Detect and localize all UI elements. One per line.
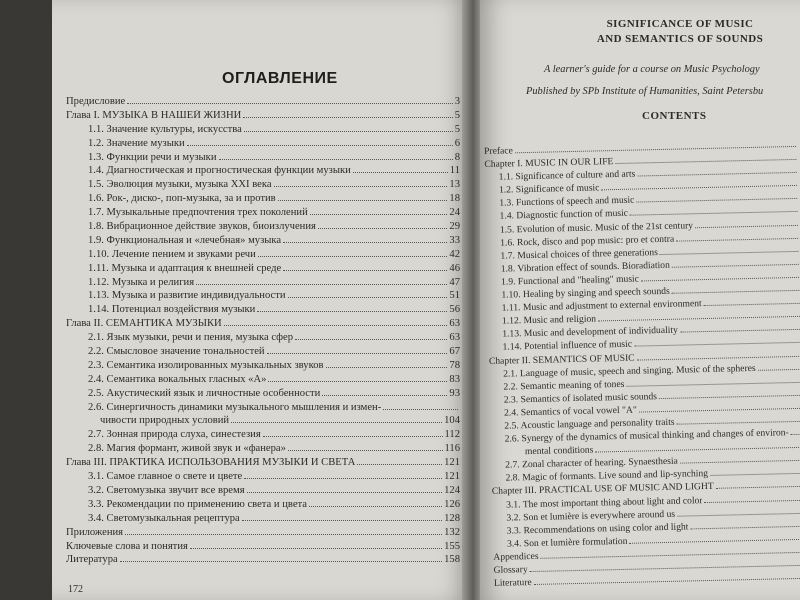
toc-entry-title: 2.8. Magic of formants. Live sound and lip-synching bbox=[505, 468, 709, 484]
toc-entry-title: 2.2. Смысловое значение тональностей bbox=[88, 346, 265, 358]
dot-leader bbox=[283, 270, 447, 271]
toc-entry bbox=[66, 179, 460, 193]
toc-entry-title: Preface bbox=[484, 145, 514, 157]
toc-entry-title: 2.6. Синергичность динамики музыкального мышления и измен- bbox=[88, 401, 382, 413]
toc-entry bbox=[66, 124, 460, 138]
dot-leader bbox=[758, 368, 800, 370]
toc-entry bbox=[66, 277, 460, 291]
toc-entry-page: 47 bbox=[449, 276, 460, 288]
toc-entry-page: 18 bbox=[449, 193, 460, 205]
dot-leader bbox=[636, 198, 797, 203]
dot-leader bbox=[716, 486, 800, 489]
toc-entry-title: 1.14. Potential influence of music bbox=[502, 339, 633, 354]
dot-leader bbox=[637, 355, 800, 360]
toc-entry-title: 2.7. Zonal character of hearing. Synaesthesia bbox=[505, 455, 678, 471]
book-subtitle: A learner's guide for a course on Music Psychology bbox=[544, 64, 760, 75]
dot-leader bbox=[660, 251, 799, 255]
toc-entry-title: 1.6. Рок-, диско-, поп-музыка, за и против bbox=[88, 193, 276, 205]
toc-entry bbox=[66, 485, 460, 499]
toc-entry-page: 121 bbox=[444, 457, 460, 469]
toc-entry-title: 1.6. Rock, disco and pop music: pro et contra bbox=[500, 233, 675, 249]
toc-entry bbox=[66, 249, 460, 263]
book-title-line-1: SIGNIFICANCE OF MUSIC bbox=[606, 18, 754, 30]
toc-entry-title: Chapter III. PRACTICAL USE OF MUSIC AND LIGHT bbox=[491, 481, 714, 498]
dot-leader bbox=[637, 172, 796, 177]
toc-entry-page: 29 bbox=[449, 221, 460, 233]
toc-entry-page: 33 bbox=[449, 234, 460, 246]
toc-entry-title: 3.2. Son et lumière is everywhere around us bbox=[506, 508, 676, 524]
toc-entry-page: 132 bbox=[444, 526, 460, 538]
toc-entry bbox=[66, 388, 460, 402]
dot-leader bbox=[630, 211, 798, 216]
toc-entry-title: 1.1. Значение культуры, искусства bbox=[88, 123, 242, 135]
toc-entry bbox=[66, 443, 460, 457]
dot-leader bbox=[257, 311, 447, 312]
dot-leader bbox=[541, 552, 800, 559]
toc-entry-page: 67 bbox=[449, 346, 460, 358]
toc-entry-title: 1.4. Diagnostic function of music bbox=[499, 208, 629, 223]
dot-leader bbox=[705, 499, 800, 502]
toc-entry bbox=[66, 402, 460, 416]
dot-leader bbox=[690, 526, 800, 530]
toc-entry-title: Приложения bbox=[66, 526, 124, 538]
toc-entry-title: 1.10. Healing by singing and speech sounds bbox=[501, 285, 670, 301]
dot-leader bbox=[127, 103, 452, 104]
toc-entry-title: 2.1. Язык музыки, речи и пения, музыка сфер bbox=[88, 332, 294, 344]
toc-entry-page: 83 bbox=[449, 373, 460, 385]
dot-leader bbox=[242, 520, 442, 521]
toc-entry-title: Литература bbox=[66, 554, 118, 566]
toc-heading-ru: ОГЛАВЛЕНИЕ bbox=[222, 70, 338, 87]
toc-entry bbox=[66, 332, 460, 346]
publisher-line: Published by SPb Institute of Humanities, Saint Petersbu bbox=[526, 86, 764, 97]
toc-entry-title: 2.3. Semantics of isolated music sounds bbox=[503, 390, 658, 406]
dot-leader bbox=[190, 548, 442, 549]
page-number: 172 bbox=[68, 584, 83, 595]
toc-entry-title: 1.8. Вибрационное действие звуков, биоизлучения bbox=[88, 221, 316, 233]
dot-leader bbox=[704, 303, 800, 306]
dot-leader bbox=[601, 185, 797, 190]
toc-entry-title: Glossary bbox=[493, 564, 528, 576]
toc-entry-title: 1.4. Диагностическая и прогностическая функции музыки bbox=[88, 165, 351, 177]
dot-leader bbox=[247, 492, 443, 493]
dot-leader bbox=[224, 325, 448, 326]
toc-entry bbox=[66, 235, 460, 249]
dot-leader bbox=[309, 506, 442, 507]
toc-entry-title: Предисловие bbox=[66, 96, 126, 107]
toc-entry-page: 63 bbox=[449, 332, 460, 344]
toc-entry-title: mental conditions bbox=[524, 444, 594, 458]
dot-leader bbox=[244, 478, 442, 479]
dot-leader bbox=[626, 382, 800, 387]
toc-entry-title: Ключевые слова и понятия bbox=[66, 540, 188, 552]
toc-entry-title: 2.5. Acoustic language and personality traits bbox=[504, 416, 675, 432]
toc-entry-page: 112 bbox=[444, 429, 460, 441]
toc-entry-title: 1.8. Vibration effect of sounds. Bioradiation bbox=[500, 259, 670, 275]
dot-leader bbox=[677, 512, 800, 516]
toc-entry-page: 93 bbox=[449, 387, 460, 399]
toc-entry bbox=[66, 554, 460, 568]
toc-entry-title: 1.2. Significance of music bbox=[498, 182, 600, 196]
toc-entry-title: 3.4. Son et lumière formulation bbox=[506, 535, 628, 550]
toc-entry-title: 2.8. Магия формант, живой звук и «фанера» bbox=[88, 443, 286, 455]
dot-leader bbox=[288, 297, 448, 298]
toc-entry-page: 56 bbox=[449, 304, 460, 316]
dot-leader bbox=[243, 117, 452, 118]
toc-entry-title: Chapter I. MUSIC IN OUR LIFE bbox=[484, 156, 614, 171]
toc-entry bbox=[66, 110, 460, 124]
toc-entry bbox=[66, 360, 460, 374]
dot-leader bbox=[274, 186, 448, 187]
dot-leader bbox=[680, 460, 800, 464]
toc-entry-page: 13 bbox=[449, 179, 460, 191]
toc-entry-title: 3.1. Самое главное о свете и цвете bbox=[88, 471, 243, 483]
toc-entry bbox=[66, 527, 460, 541]
dot-leader bbox=[353, 172, 448, 173]
toc-entry-title: 1.7. Музыкальные предпочтения трех поколений bbox=[88, 207, 308, 219]
toc-entry-title: 1.5. Эволюция музыки, музыка XXI века bbox=[88, 179, 272, 191]
dot-leader bbox=[659, 395, 800, 399]
toc-entry-title: 1.14. Потенциал воздействия музыки bbox=[88, 304, 256, 316]
toc-entry-page: 116 bbox=[444, 443, 460, 455]
toc-entry bbox=[66, 471, 460, 485]
toc-entry-page: 126 bbox=[444, 498, 460, 510]
dot-leader bbox=[283, 242, 447, 243]
toc-entry-page: 121 bbox=[444, 471, 460, 483]
toc-entry-page: 42 bbox=[449, 248, 460, 260]
toc-entry-page: 78 bbox=[449, 359, 460, 371]
toc-entry bbox=[66, 193, 460, 207]
dot-leader bbox=[326, 367, 448, 368]
dot-leader bbox=[677, 421, 800, 425]
toc-entry-title: Глава III. ПРАКТИКА ИСПОЛЬЗОВАНИЯ МУЗЫКИ И СВЕТА bbox=[66, 457, 356, 469]
toc-entry-page: 51 bbox=[449, 290, 460, 302]
toc-entry-title: 2.2. Semantic meaning of tones bbox=[503, 378, 625, 393]
toc-entry bbox=[66, 318, 460, 332]
toc-entry-page: 3 bbox=[454, 96, 460, 107]
dot-leader bbox=[267, 353, 448, 354]
dot-leader bbox=[244, 131, 453, 132]
toc-entry-page: 124 bbox=[444, 484, 460, 496]
dot-leader bbox=[676, 238, 798, 242]
toc-entry-title: 1.9. Функциональная и «лечебная» музыка bbox=[88, 234, 282, 246]
toc-entry-title: Chapter II. SEMANTICS OF MUSIC bbox=[488, 352, 635, 367]
dot-leader bbox=[318, 228, 448, 229]
toc-entry-title: Глава II. СЕМАНТИКА МУЗЫКИ bbox=[66, 318, 222, 330]
dot-leader bbox=[278, 200, 448, 201]
toc-entry-page: 46 bbox=[449, 262, 460, 274]
toc-heading-en: CONTENTS bbox=[642, 110, 707, 122]
dot-leader bbox=[672, 290, 800, 294]
toc-entry-page: 158 bbox=[444, 554, 460, 566]
toc-entry-title: 1.11. Музыка и адаптация к внешней среде bbox=[88, 262, 282, 274]
toc-list-en bbox=[484, 139, 800, 591]
dot-leader bbox=[268, 381, 447, 382]
toc-entry bbox=[66, 165, 460, 179]
left-page bbox=[52, 0, 470, 600]
toc-entry-page: 128 bbox=[444, 512, 460, 524]
dot-leader bbox=[629, 539, 800, 544]
toc-entry-title: 3.4. Светомузыкальная рецептура bbox=[88, 512, 240, 524]
dot-leader bbox=[263, 436, 443, 437]
toc-entry-title: 2.1. Language of music, speech and singing. Music of the spheres bbox=[503, 362, 756, 380]
toc-entry-page: 63 bbox=[449, 318, 460, 330]
dot-leader bbox=[672, 264, 799, 268]
toc-entry-title: 2.7. Зонная природа слуха, синестезия bbox=[88, 429, 261, 441]
toc-entry-title: 2.6. Synergy of the dynamics of musical thinking and changes of environ- bbox=[504, 427, 789, 445]
toc-entry-title: 1.2. Значение музыки bbox=[88, 137, 185, 149]
dot-leader bbox=[534, 578, 800, 585]
book-title-line-2: AND SEMANTICS OF SOUNDS bbox=[596, 33, 764, 45]
toc-entry bbox=[66, 152, 460, 166]
dot-leader bbox=[357, 464, 442, 465]
toc-entry-title: 3.1. The most important thing about light and color bbox=[506, 494, 703, 511]
dot-leader bbox=[295, 339, 447, 340]
dot-leader bbox=[615, 159, 796, 164]
toc-entry bbox=[66, 290, 460, 304]
toc-entry bbox=[66, 138, 460, 152]
dot-leader bbox=[120, 561, 442, 562]
toc-entry-title: 1.5. Evolution of music. Music of the 21st century bbox=[499, 219, 694, 236]
dot-leader bbox=[288, 450, 443, 451]
dot-leader bbox=[710, 473, 800, 476]
dot-leader bbox=[634, 342, 800, 347]
right-page bbox=[480, 0, 800, 600]
toc-entry-title: 1.12. Music and religion bbox=[501, 313, 597, 327]
toc-entry-title: 2.5. Акустический язык и личностные особенности bbox=[88, 387, 321, 399]
toc-list-ru bbox=[66, 96, 460, 568]
toc-entry bbox=[66, 374, 460, 388]
toc-entry-title: 1.12. Музыка и религия bbox=[88, 276, 195, 288]
toc-entry-title: 1.7. Musical choices of three generations bbox=[500, 246, 659, 262]
toc-entry bbox=[66, 207, 460, 221]
dot-leader bbox=[598, 316, 800, 322]
dot-leader bbox=[187, 145, 453, 146]
toc-entry-title: Literature bbox=[493, 577, 532, 589]
toc-entry-page: 24 bbox=[449, 207, 460, 219]
toc-entry-title: 2.4. Semantics of vocal vowel "A" bbox=[503, 404, 637, 419]
dot-leader bbox=[231, 422, 442, 423]
toc-entry-title: 2.4. Семантика вокальных гласных «А» bbox=[88, 373, 267, 385]
toc-entry-title: Глава I. МУЗЫКА В НАШЕЙ ЖИЗНИ bbox=[66, 109, 242, 121]
toc-entry-title: 1.10. Лечение пением и звуками речи bbox=[88, 248, 256, 260]
toc-entry-page: 5 bbox=[454, 109, 460, 121]
toc-entry-page: 8 bbox=[454, 151, 460, 163]
toc-entry-title: 1.3. Functions of speech and music bbox=[499, 194, 635, 210]
dot-leader bbox=[595, 447, 800, 453]
toc-entry-title: чивости природных условий bbox=[100, 415, 230, 427]
toc-entry-title: Appendices bbox=[493, 550, 539, 563]
toc-entry-page: 104 bbox=[444, 415, 460, 427]
dot-leader bbox=[322, 395, 447, 396]
toc-entry-title: 1.1. Significance of culture and arts bbox=[498, 168, 636, 183]
dot-leader bbox=[641, 277, 799, 282]
dot-leader bbox=[791, 434, 800, 435]
toc-entry bbox=[66, 221, 460, 235]
toc-entry-title: 3.3. Рекомендации по применению света и цвета bbox=[88, 498, 307, 510]
toc-entry bbox=[66, 457, 460, 471]
dot-leader bbox=[680, 329, 800, 333]
toc-entry-page: 11 bbox=[449, 165, 460, 177]
toc-entry-title: 1.13. Музыка и развитие индивидуальности bbox=[88, 290, 286, 302]
toc-entry-title: 1.13. Music and development of individuality bbox=[502, 324, 678, 340]
toc-entry-title: 2.3. Семантика изолированных музыкальных звуков bbox=[88, 359, 324, 371]
dot-leader bbox=[695, 224, 798, 227]
dot-leader bbox=[196, 284, 447, 285]
dot-leader bbox=[258, 256, 448, 257]
toc-entry bbox=[66, 541, 460, 555]
toc-entry bbox=[66, 263, 460, 277]
toc-entry-page: 155 bbox=[444, 540, 460, 552]
dot-leader bbox=[219, 159, 453, 160]
toc-entry-title: 3.3. Recommendations on using color and light bbox=[506, 521, 689, 537]
toc-entry bbox=[66, 304, 460, 318]
toc-entry bbox=[66, 499, 460, 513]
dot-leader bbox=[383, 409, 458, 410]
toc-entry bbox=[66, 415, 460, 429]
toc-entry-page: 5 bbox=[454, 123, 460, 135]
dot-leader bbox=[310, 214, 448, 215]
toc-entry-page: 6 bbox=[454, 137, 460, 149]
toc-entry bbox=[66, 346, 460, 360]
toc-entry bbox=[66, 513, 460, 527]
dot-leader bbox=[125, 534, 442, 535]
dot-leader bbox=[639, 408, 800, 413]
toc-entry bbox=[66, 429, 460, 443]
toc-entry-title: 1.11. Music and adjustment to external environment bbox=[501, 298, 702, 314]
toc-entry-title: 1.3. Функции речи и музыки bbox=[88, 151, 217, 163]
toc-entry-title: 1.9. Functional and "healing" music bbox=[500, 273, 640, 288]
toc-entry bbox=[66, 96, 460, 110]
toc-entry-title: 3.2. Светомузыка звучит все время bbox=[88, 484, 245, 496]
